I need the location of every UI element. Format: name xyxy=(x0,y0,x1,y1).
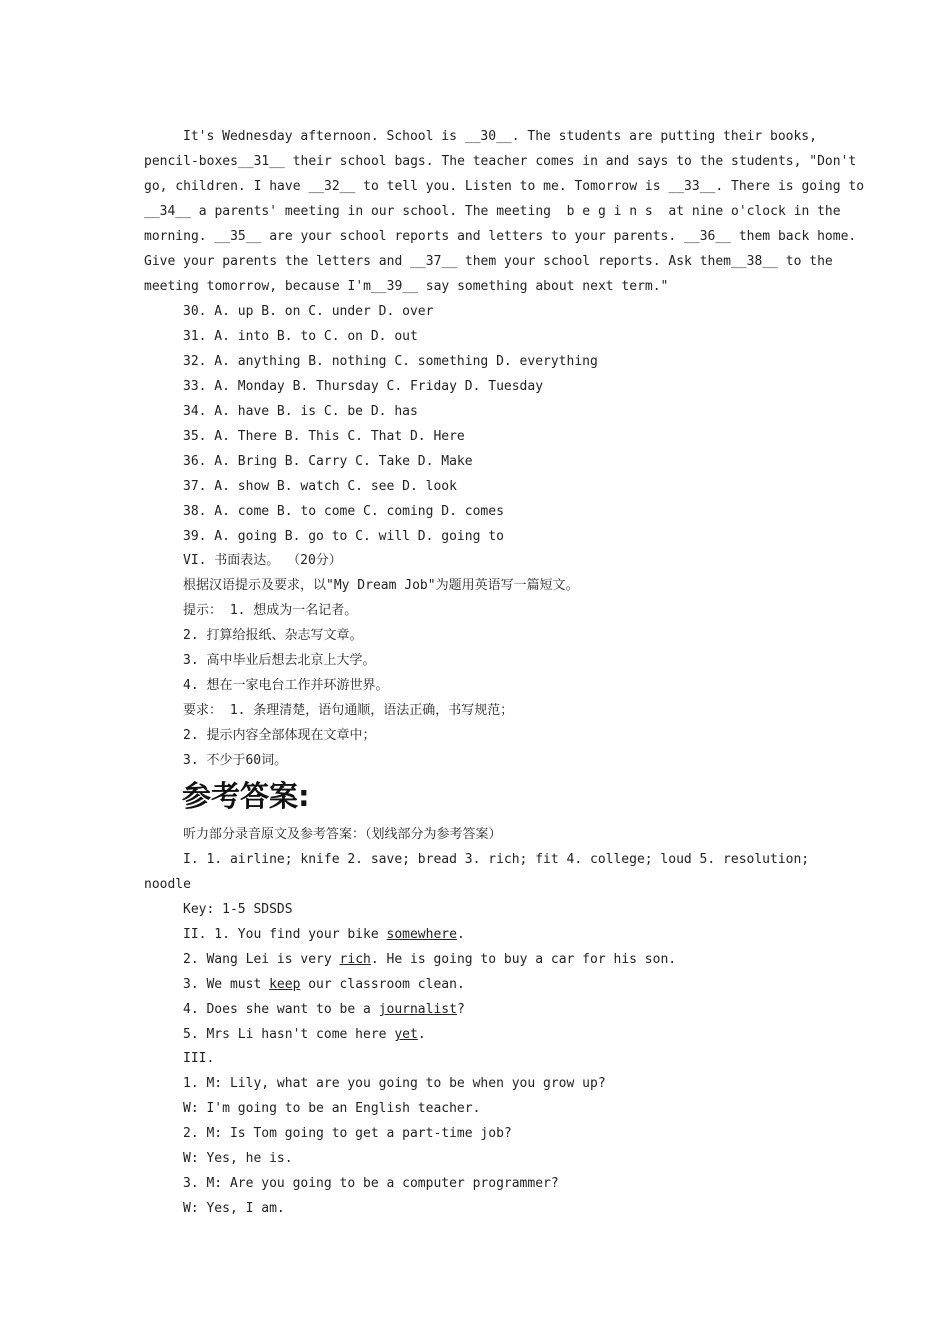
answers-part2-item xyxy=(183,975,465,995)
cloze-option-33: 33. A. Monday B. Thursday C. Friday D. Tuesday xyxy=(183,379,544,394)
writing-hint: 提示： 1. 想成为一名记者。 xyxy=(183,603,358,618)
cloze-passage-line: __34__ a parents' meeting in our school. The meeting b e g i n s at nine o'clock in the xyxy=(144,204,841,219)
answers-part2-item xyxy=(183,1000,465,1020)
answers-part1-line: noodle xyxy=(144,877,191,892)
writing-hint: 4. 想在一家电台工作并环游世界。 xyxy=(183,678,389,693)
sentence-text: II. 1. You find your bike xyxy=(183,927,387,942)
cloze-option-34: 34. A. have B. is C. be D. has xyxy=(183,404,418,419)
cloze-option-37: 37. A. show B. watch C. see D. look xyxy=(183,479,457,494)
dialogue-line: W: I'm going to be an English teacher. xyxy=(183,1101,481,1116)
cloze-passage-line: go, children. I have __32__ to tell you. Listen to me. Tomorrow is __33__. There is going to xyxy=(144,179,865,194)
sentence-text: 3. We must xyxy=(183,977,270,992)
dialogue-line: 3. M: Are you going to be a computer programmer? xyxy=(183,1176,559,1191)
dialogue-line: W: Yes, I am. xyxy=(183,1201,285,1216)
underlined-answer: journalist xyxy=(378,1002,457,1017)
cloze-option-31: 31. A. into B. to C. on D. out xyxy=(183,329,418,344)
cloze-option-32: 32. A. anything B. nothing C. something D. everything xyxy=(183,354,598,369)
cloze-option-38: 38. A. come B. to come C. coming D. comes xyxy=(183,504,504,519)
dialogue-line: W: Yes, he is. xyxy=(183,1151,293,1166)
sentence-text: . xyxy=(456,927,465,942)
cloze-option-36: 36. A. Bring B. Carry C. Take D. Make xyxy=(183,454,473,469)
underlined-answer: keep xyxy=(269,977,301,992)
answers-part2-item xyxy=(183,950,676,970)
cloze-passage-line: It's Wednesday afternoon. School is __30__. The students are putting their books, xyxy=(183,129,817,144)
cloze-passage-line: pencil-boxes__31__ their school bags. The teacher comes in and says to the students, "Don't xyxy=(144,154,857,169)
writing-requirement: 3. 不少于60词。 xyxy=(183,753,288,768)
sentence-text: . He is going to buy a car for his son. xyxy=(370,952,677,967)
cloze-passage-line: morning. __35__ are your school reports and letters to your parents. __36__ them back home. xyxy=(144,229,857,244)
writing-requirement: 2. 提示内容全部体现在文章中； xyxy=(183,728,376,743)
sentence-text: 5. Mrs Li hasn't come here xyxy=(183,1027,395,1042)
underlined-answer: rich xyxy=(339,952,371,967)
cloze-option-35: 35. A. There B. This C. That D. Here xyxy=(183,429,465,444)
writing-hint: 3. 高中毕业后想去北京上大学。 xyxy=(183,653,376,668)
answers-part3-label: III. xyxy=(183,1051,215,1066)
answers-key: Key: 1-5 SDSDS xyxy=(183,902,293,917)
answers-heading: 参考答案: xyxy=(182,779,310,813)
cloze-option-39: 39. A. going B. go to C. will D. going to xyxy=(183,529,504,544)
sentence-text: 4. Does she want to be a xyxy=(183,1002,379,1017)
writing-section-title: VI. 书面表达。 （20分） xyxy=(183,553,342,568)
writing-hint: 2. 打算给报纸、杂志写文章。 xyxy=(183,628,363,643)
sentence-text: 2. Wang Lei is very xyxy=(183,952,340,967)
dialogue-line: 1. M: Lily, what are you going to be when you grow up? xyxy=(183,1076,606,1091)
dialogue-line: 2. M: Is Tom going to get a part-time job? xyxy=(183,1126,512,1141)
sentence-text: ? xyxy=(456,1002,465,1017)
sentence-text: . xyxy=(417,1027,426,1042)
writing-requirement: 要求： 1. 条理清楚，语句通顺，语法正确，书写规范； xyxy=(183,703,514,718)
answers-part2-item xyxy=(183,925,465,945)
cloze-passage-line: meeting tomorrow, because I'm__39__ say something about next term." xyxy=(144,279,669,294)
underlined-answer: somewhere xyxy=(386,927,457,942)
sentence-text: our classroom clean. xyxy=(300,977,465,992)
cloze-passage-line: Give your parents the letters and __37__ them your school reports. Ask them__38__ to the xyxy=(144,254,833,269)
cloze-option-30: 30. A. up B. on C. under D. over xyxy=(183,304,434,319)
answers-part2-item xyxy=(183,1025,426,1045)
writing-instruction: 根据汉语提示及要求，以"My Dream Job"为题用英语写一篇短文。 xyxy=(183,578,579,593)
answers-part1-line: I. 1. airline; knife 2. save; bread 3. rich; fit 4. college; loud 5. resolution; xyxy=(183,852,810,867)
answers-intro: 听力部分录音原文及参考答案：（划线部分为参考答案） xyxy=(183,827,502,842)
underlined-answer: yet xyxy=(394,1027,418,1042)
